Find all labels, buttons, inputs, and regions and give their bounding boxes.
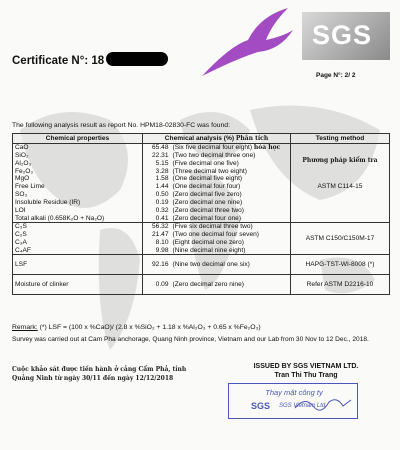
table-row: C₃S 56.32 (Five six decimal three two) ASTM C150/C150M-17: [13, 223, 390, 231]
table-row: C₄AF 9.98 (Nine decimal nine eight): [13, 247, 390, 255]
table-row: Moisture of clinker 0.09 (Zero decimal zero nine) Refer ASTM D2216-10: [13, 275, 390, 295]
signature-icon: [293, 394, 353, 412]
table-row: CaO 65.48 (Six five decimal four eight) hóa học Phương pháp kiểm tra ASTM C114-15: [13, 144, 390, 152]
handwritten-annotation: hóa học: [253, 144, 281, 151]
handwritten-method-label: Phương pháp kiểm tra: [302, 157, 378, 165]
method-astm-c150: ASTM C150/C150M-17: [291, 223, 390, 255]
handwritten-note: Cuộc khảo sát được tiến hành ở cảng Cẩm Phả, tỉnh Quảng Ninh từ ngày 30/11 đến ngày 12/12/2018: [12, 366, 187, 382]
survey-text: Survey was carried out at Cam Pha anchorage, Quang Ninh province, Vietnam and our Lab from 30 Nov to 12 Dec., 2018.: [12, 336, 369, 343]
remark: Remark: (*) LSF = (100 x %CaO)/ (2.8 x %SiO₂ + 1.18 x %Al₂O₃ + 0.65 x %Fe₂O₃): [12, 324, 261, 331]
table-row: LSF 92.16 (Nine two decimal one six) HAPG-TST-WI-8008 (*): [13, 255, 390, 275]
table-row: LOI 0.32 (Zero decimal three two): [13, 207, 390, 215]
header-testing-method: Testing method: [291, 134, 390, 144]
method-astm-c114: Phương pháp kiểm tra ASTM C114-15: [291, 144, 390, 223]
table-row: MgO 1.58 (One decimal five eight): [13, 175, 390, 183]
analysis-table: [12, 133, 390, 295]
header-chemical-properties: Chemical properties: [13, 134, 143, 144]
method-astm-d2216: Refer ASTM D2216-10: [291, 275, 390, 295]
table-row: C₃A 8.10 (Eight decimal one zero): [13, 239, 390, 247]
table-row: Free Lime 1.44 (One decimal four four): [13, 183, 390, 191]
header-chemical-analysis: Chemical analysis (%) Phân tích: [143, 134, 291, 144]
method-hapg: HAPG-TST-WI-8008 (*): [291, 255, 390, 275]
table-row: Al₂O₃ 5.15 (Five decimal one five): [13, 159, 390, 167]
company-stamp: Thay mặt công ty SGS SGS Vietnam Ltd: [228, 383, 358, 419]
issued-by: ISSUED BY SGS VIETNAM LTD. Tran Thi Thu Trang: [253, 363, 359, 379]
table-row: Insoluble Residue (IR) 0.19 (Zero decimal one nine): [13, 199, 390, 207]
table-row: SO₃ 0.50 (Zero decimal five zero): [13, 191, 390, 199]
page-number: Page N°: 2/ 2: [316, 72, 356, 79]
bird-logo-icon: [200, 6, 295, 78]
table-row: C₂S 21.47 (Two one decimal four seven): [13, 231, 390, 239]
sgs-logo: SGS: [302, 12, 390, 60]
redaction-blot: [106, 52, 168, 66]
certificate-number: Certificate N°: 18: [12, 52, 168, 67]
intro-text: The following analysis result as report No. HPM18-02830-FC was found:: [12, 122, 230, 129]
table-row: Fe₂O₃ 3.28 (Three decimal two eight): [13, 167, 390, 175]
table-row: Total alkali (0.658K₂O + Na₂O) 0.41 (Zero decimal four one): [13, 215, 390, 223]
table-row: SiO₂ 22.31 (Two two decimal three one): [13, 152, 390, 160]
